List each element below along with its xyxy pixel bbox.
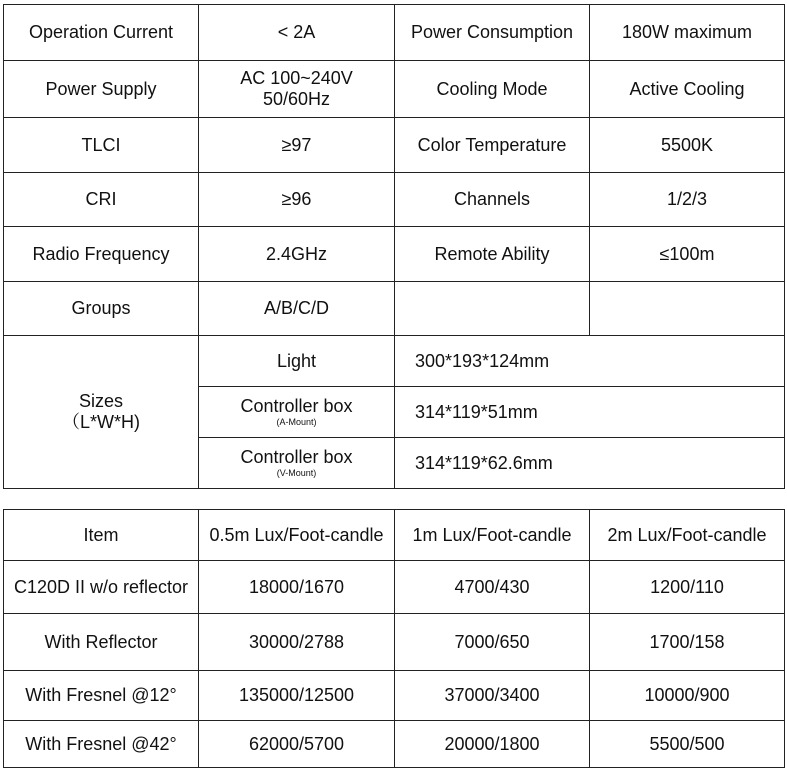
spec-label: Operation Current xyxy=(4,5,199,61)
spec-label: Power Consumption xyxy=(395,5,590,61)
spec-row xyxy=(4,5,785,61)
lux-value: 5500/500 xyxy=(590,721,785,768)
spec-label: Remote Ability xyxy=(395,227,590,282)
spec-row xyxy=(4,282,785,336)
lux-value: 1200/110 xyxy=(590,561,785,614)
lux-item: With Fresnel @42° xyxy=(4,721,199,768)
lux-table xyxy=(3,509,785,768)
lux-row xyxy=(4,671,785,721)
spec-value: ≥96 xyxy=(199,173,395,227)
size-item-name xyxy=(199,438,395,489)
spec-label: Power Supply xyxy=(4,61,199,118)
lux-value: 30000/2788 xyxy=(199,614,395,671)
size-item-label: Controller box xyxy=(240,447,353,467)
power-supply-line2: 50/60Hz xyxy=(262,89,331,109)
lux-row xyxy=(4,561,785,614)
lux-value: 18000/1670 xyxy=(199,561,395,614)
spec-label: TLCI xyxy=(4,118,199,173)
size-item-value: 314*119*62.6mm xyxy=(395,438,785,489)
lux-value: 7000/650 xyxy=(395,614,590,671)
size-item-label: Controller box xyxy=(240,396,353,416)
lux-header: Item xyxy=(4,510,199,561)
spec-label: Cooling Mode xyxy=(395,61,590,118)
spec-row xyxy=(4,61,785,118)
spec-value: Active Cooling xyxy=(590,61,785,118)
lux-item: With Fresnel @12° xyxy=(4,671,199,721)
spec-label: CRI xyxy=(4,173,199,227)
lux-header: 0.5m Lux/Foot-candle xyxy=(199,510,395,561)
spec-row xyxy=(4,227,785,282)
lux-header: 2m Lux/Foot-candle xyxy=(590,510,785,561)
spec-label: Groups xyxy=(4,282,199,336)
lux-value: 37000/3400 xyxy=(395,671,590,721)
spec-empty-cell xyxy=(395,282,590,336)
spec-value: 2.4GHz xyxy=(199,227,395,282)
spec-empty-cell xyxy=(590,282,785,336)
lux-value: 135000/12500 xyxy=(199,671,395,721)
power-supply-line1: AC 100~240V xyxy=(240,68,353,88)
lux-value: 4700/430 xyxy=(395,561,590,614)
lux-header-row xyxy=(4,510,785,561)
lux-item: C120D II w/o reflector xyxy=(4,561,199,614)
lux-value: 62000/5700 xyxy=(199,721,395,768)
lux-row xyxy=(4,614,785,671)
spec-value xyxy=(199,61,395,118)
sizes-label-sub: （L*W*H) xyxy=(61,412,140,432)
size-item-label: Light xyxy=(276,350,317,371)
size-item-mount: (V-Mount) xyxy=(276,468,317,478)
size-item-mount: (A-Mount) xyxy=(276,417,317,427)
spec-value: 1/2/3 xyxy=(590,173,785,227)
lux-value: 1700/158 xyxy=(590,614,785,671)
spec-value: 5500K xyxy=(590,118,785,173)
size-item-value: 314*119*51mm xyxy=(395,387,785,438)
size-item-name xyxy=(199,336,395,387)
lux-header: 1m Lux/Foot-candle xyxy=(395,510,590,561)
spec-table xyxy=(3,4,785,489)
sizes-label-cell xyxy=(4,336,199,489)
spec-row xyxy=(4,118,785,173)
lux-value: 10000/900 xyxy=(590,671,785,721)
spec-label: Color Temperature xyxy=(395,118,590,173)
spec-value: ≤100m xyxy=(590,227,785,282)
lux-value: 20000/1800 xyxy=(395,721,590,768)
spec-row xyxy=(4,173,785,227)
spec-label: Radio Frequency xyxy=(4,227,199,282)
spec-value: ≥97 xyxy=(199,118,395,173)
size-item-name xyxy=(199,387,395,438)
lux-item: With Reflector xyxy=(4,614,199,671)
lux-row xyxy=(4,721,785,768)
size-item-value: 300*193*124mm xyxy=(395,336,785,387)
size-row xyxy=(4,336,785,387)
sizes-label: Sizes xyxy=(78,391,123,411)
spec-value: < 2A xyxy=(199,5,395,61)
spec-value: 180W maximum xyxy=(590,5,785,61)
spec-value: A/B/C/D xyxy=(199,282,395,336)
spec-label: Channels xyxy=(395,173,590,227)
